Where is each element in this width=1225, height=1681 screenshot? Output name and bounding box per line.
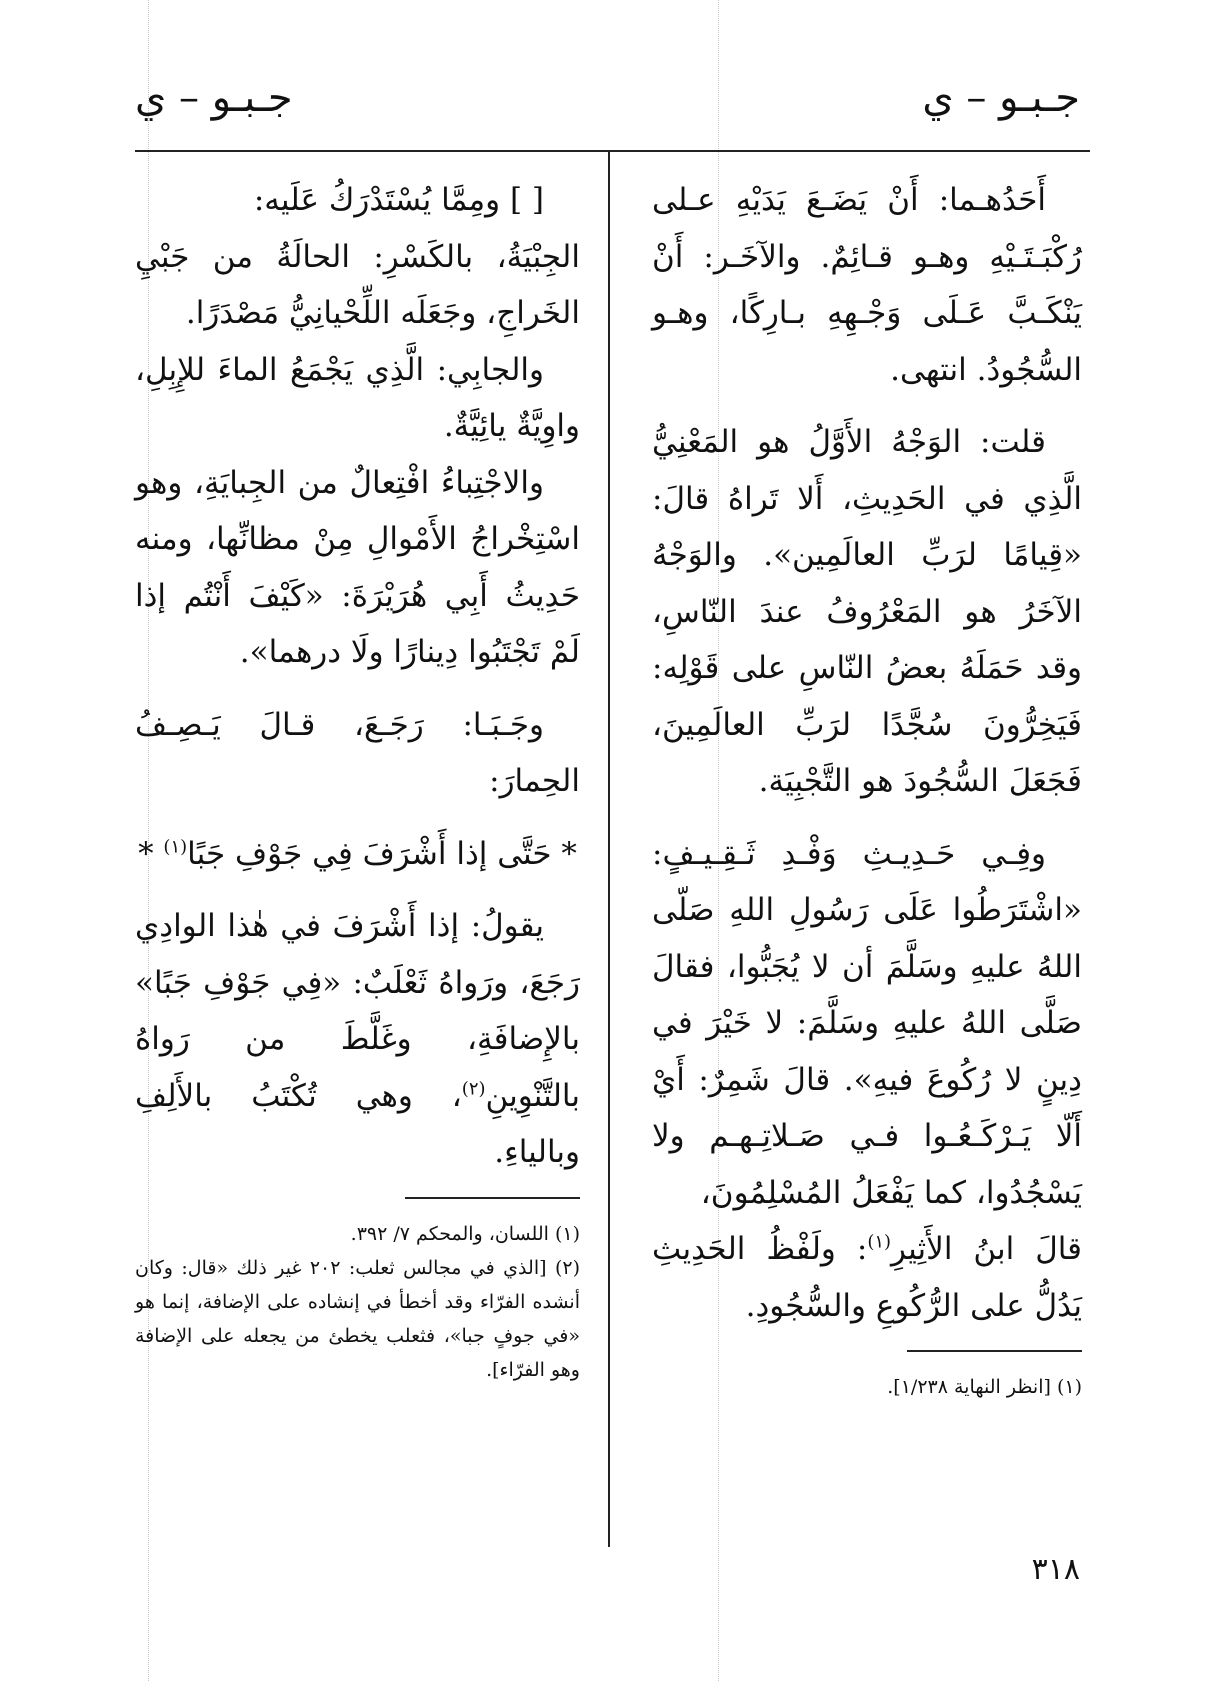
footnote: (٢) [الذي في مجالس ثعلب: ٢٠٢ غير ذلك «قال: وكان أنشده الفرّاء وقد أخطأ في إنشاده على الإضافة، إنما هو «في جوفٍ جبا»، فثعلب يخطئ من يجعله على الإضافة وهو الفرّاء]. [135,1256,580,1381]
footnote-marker: (١) [163,836,188,858]
section-heading: [ ] ومِمَّا يُسْتَدْرَكُ عَلَيه: [253,182,544,218]
left-column [135,172,580,1387]
right-column [652,172,1082,1404]
paragraph: والجابِي: الَّذِي يَجْمَعُ الماءَ للإِبِلِ، واوِيَّةٌ يائِيَّةٌ. [135,351,580,444]
paragraph [652,1221,1082,1334]
paragraph-text: قالَ ابنُ الأَثِيرِ [891,1231,1082,1267]
footnote-marker: (١) [867,1231,892,1253]
paragraph-text: ، وهي تُكْتَبُ بالأَلِفِ وبالياءِ. [135,1077,580,1170]
paragraph: والاجْتِباءُ افْتِعالٌ من الجِبايَةِ، وهو اسْتِخْراجُ الأَمْوالِ مِنْ مظانِّها، ومنه حَدِيثُ أَبِي هُرَيْرَةَ: «كَيْفَ أَنْتُم إذا لَمْ تَجْتَبُوا دِينارًا ولَا درهما». [135,464,580,670]
running-header-left: جـبـو – ي [135,75,293,121]
paragraph [135,898,580,1181]
paragraph-text: : ولَفْظُ الحَدِيثِ يَدُلُّ على الرُّكُوعِ والسُّجُودِ. [652,1231,1082,1324]
page-number: ٣١٨ [1031,1552,1080,1587]
paragraph: وجَـبَـا: رَجَـعَ، قـالَ يَـصِـفُ الحِمارَ: [135,706,580,799]
verse-text: * حَتَّى إذا أَشْرَفَ فِي جَوْفِ جَبًا [187,835,577,872]
paragraph: وفِـي حَـدِيـثِ وَفْـدِ ثَـقِـيـفٍ: «اشْتَرَطُوا عَلَى رَسُولِ اللهِ صَلّى اللهُ عليهِ وسَلَّمَ أن لا يُجَبُّوا، فقالَ صَلَّى اللهُ عليهِ وسَلَّمَ: لا خَيْرَ في دِينٍ لا رُكُوعَ فيهِ». قالَ شَمِرٌ: أَيْ أَلّا يَـرْكَـعُـوا فـي صَـلاتِـهـم ولا يَسْجُدُوا، كما يَفْعَلُ المُسْلِمُونَ، [652,835,1082,1211]
footnote-rule [405,1197,580,1199]
header-rule [135,150,1090,152]
paragraph-text: يقولُ: إذا أَشْرَفَ في هٰذا الوادِي رَجَعَ، ورَواهُ ثَعْلَبٌ: «فِي جَوْفِ جَبًا» بالإِضافَةِ، وغَلَّطَ من رَواهُ بالتَّنْوِينِ [135,908,580,1114]
footnote: (١) [انظر النهاية ١/٢٣٨]. [887,1376,1082,1398]
paragraph: الجِبْيَةُ، بالكَسْرِ: الحالَةُ من جَبْيِ الخَراجِ، وجَعَلَه اللِّحْيانِيُّ مَصْدَرًا. [135,238,580,331]
footnote: (١) اللسان، والمحكم ٧/ ٣٩٢. [350,1222,580,1245]
column-divider [608,152,610,1547]
footnote-marker: (٢) [461,1078,486,1100]
footnote-rule [907,1350,1082,1352]
verse-line [135,826,580,883]
paragraph: أَحَدُهـما: أَنْ يَضَـعَ يَدَيْهِ عـلى رُكْبَـتَـيْهِ وهـو قـائِمٌ. والآخَـر: أَنْ يَنْكَـبَّ عَـلَى وَجْـهِهِ بـارِكًا، وهـو السُّجُودُ. انتهى. [652,182,1082,388]
verse-text: * [138,835,164,872]
paragraph: قلت: الوَجْهُ الأَوَّلُ هو المَعْنِيُّ الَّذِي في الحَدِيثِ، أَلا تَراهُ قالَ: «قِيامًا لرَبِّ العالَمِين». والوَجْهُ الآخَرُ هو المَعْرُوفُ عندَ النّاسِ، وقد حَمَلَهُ بعضُ النّاسِ على قَوْلِه: فَيَخِرُّونَ سُجَّدًا لرَبِّ العالَمِينَ، فَجَعَلَ السُّجُودَ هو التَّجْبِيَة. [652,424,1082,799]
running-header-right: جـبـو – ي [922,75,1080,121]
